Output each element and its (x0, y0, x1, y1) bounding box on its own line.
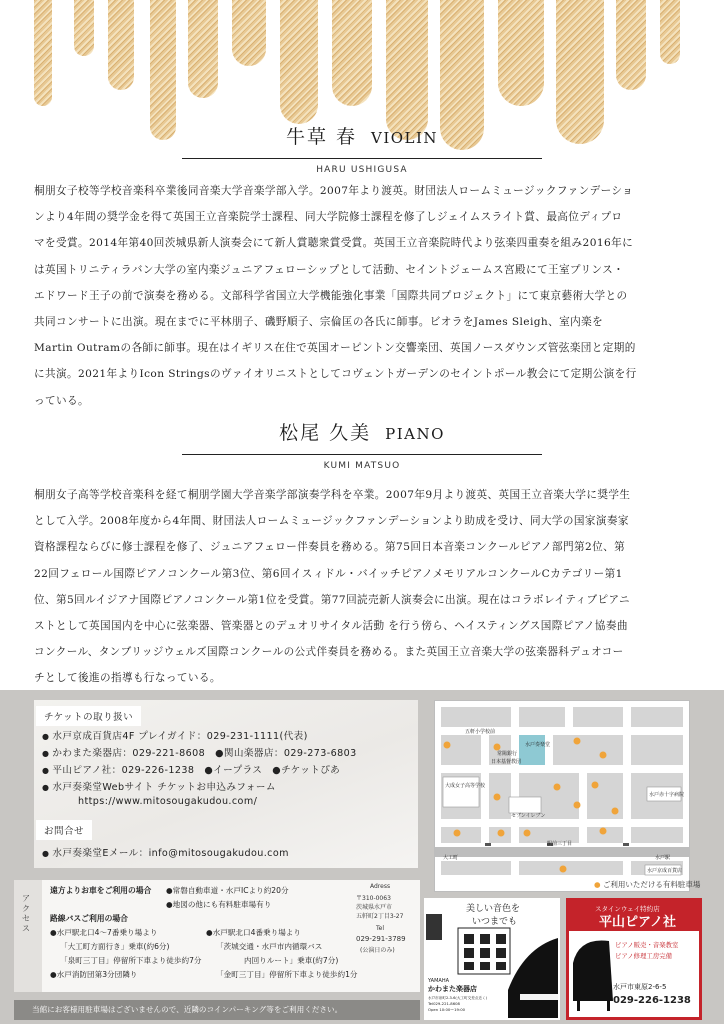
violinist-name: 牛草 春 VIOLIN (285, 126, 439, 148)
ad-kawamata (424, 898, 560, 1020)
pianist-name: 松尾 久美 PIANO (279, 422, 445, 444)
tel-label: Tel (376, 925, 385, 932)
map-label-keisei: 水戸京成百貨店 (647, 868, 683, 874)
ad-kawamata-slogan-1: 美しい音色を (466, 904, 521, 914)
bus-left-line-4: ●水戸消防団第3分団隣り (50, 970, 138, 979)
bus-right-line-4: 「金町三丁目」停留所下車より徒歩約1分 (216, 970, 358, 979)
map-label-mito-station: 水戸駅 (655, 855, 671, 861)
pianist-biography: 桐朋女子高等学校音楽科を経て桐朋学園大学音楽学部演奏学科を卒業。2007年9月より渡英、英国王立音楽大学に奨学生 として入学。2008年度から4年間、財団法人ロームミュージックファンデーションより助成を受け、同大学の国家演奏家 資格課程ならびに修士課程を修了、ジュニアフェロー伴奏員を務める。第75回日本音楽コンクールピアノ部門第2位、第 22回フェロール国際ピアノコンクール第3位、第6回イスィドル・バイッチピアノメモリアルコンクールCカテゴリー第1 位、第5回ルイジアナ国際ピアノコンクール第1位を受賞。第77回読売新人演奏会に出演。現在はコラボレイティブピアニ ストとして英国国内を中心に弦楽器、管楽器とのデュオリサイタル活動 を行う傍ら、ヘイスティングス国際ピアノ協奏曲 コンクール、タンブリッジウェルズ国際コンクールの公式伴奏員を務める。また英国王立音楽大学の弦楽器科デュオコー チとして後進の指導も行なっている。 (34, 489, 631, 685)
ad-hirayama-service-1: ピアノ販売・音楽教室 (615, 941, 679, 949)
ad-kawamata-info: 水戸市泉町2-3-6(大工町交差点近く) (428, 996, 487, 1000)
address-label: Adress (370, 883, 391, 890)
map-label-gokenshogakko: 五軒小学校前 (465, 729, 496, 735)
map-label-bank: 常陽銀行 (497, 751, 518, 757)
map-label-hospital: 水戸赤十字病院 (649, 792, 685, 798)
bus-right-line-1: ●水戸駅北口4番乗り場より (206, 928, 301, 937)
bus-left-line-3: 「泉町三丁目」停留所下車より徒歩約7分 (60, 956, 202, 965)
ad-kawamata-tel: Tel029-221-8608 (428, 1001, 460, 1006)
ad-hirayama-service-2: ピアノ修理工房完備 (615, 952, 673, 960)
ticket-line-keisei: ● 水戸京成百貨店4F プレイガイド：029-231-1111(代表) (42, 731, 308, 742)
ad-hirayama-piano (566, 898, 702, 1020)
map-label-ekimae: 駅前三丁目 (547, 841, 573, 847)
ticket-line-web: ● 水戸奏楽堂Webサイト チケットお申込みフォーム (42, 782, 276, 793)
violinist-heading (0, 122, 724, 175)
ticket-line-kawamata: ● かわまた楽器店：029-221-8608 ●関山楽器店：029-273-6803 (42, 748, 357, 759)
map-graphic (435, 701, 689, 891)
pianist-heading (0, 418, 724, 471)
map-label-school: 大成女子高等学校 (445, 783, 486, 789)
ad-kawamata-brand: YAMAHA (428, 978, 450, 984)
map-label-hall: 水戸奏楽堂 (525, 742, 551, 748)
map-label-eleven: セブンイレブン (511, 813, 546, 819)
tel-number: 029-291-3789 (356, 935, 406, 943)
bus-right-line-2: 「茨城交通・水戸市内循環バス (216, 942, 323, 951)
bus-access-heading: 路線バスご利用の場合 (50, 914, 128, 923)
ad-hirayama-tagline: スタインウェイ特約店 (595, 905, 660, 913)
ad-kawamata-name: かわまた楽器店 (428, 985, 477, 993)
contact-email: ● 水戸奏楽堂Eメール：info@mitosougakudou.com (42, 848, 289, 859)
map-parking-caption: ● ご利用いただける有料駐車場 (594, 880, 701, 889)
ad-hirayama-graphic (569, 901, 699, 1017)
map-label-daikumachi: 大工町 (443, 855, 459, 861)
ad-hirayama-tel: 029-226-1238 (613, 995, 691, 1006)
ticket-line-hirayama: ● 平山ピアノ社：029-226-1238 ●イープラス ●チケットぴあ (42, 765, 341, 776)
parking-notice: 当館にお客様用駐車場はございませんので、近隣のコインパーキング等をご利用ください。 (14, 1000, 420, 1020)
address-line-2: 茨城県水戸市 (356, 904, 393, 911)
ad-hirayama-address: 水戸市東原2-6-5 (613, 983, 667, 991)
address-line-3: 五軒町2丁目3-27 (356, 913, 404, 920)
tel-note: (公演日のみ) (360, 947, 395, 954)
map-label-church: 日本基督教団 (491, 759, 522, 765)
address-line-1: 〒310-0063 (356, 895, 391, 902)
violinist-biography: 桐朋女子校等学校音楽科卒業後同音楽大学音楽学部入学。2007年より渡英。財団法人ロームミュージックファンデーショ ンより4年間の奨学金を得て英国王立音楽院学士課程、同大学院修士課程を修了しジェイムスライト賞、最高位ディプロ マを受賞。2014年第40回茨城県新人演奏会にて新人賞聴衆賞受賞。英国王立音楽院時代より弦楽四重奏を組み2016年に は英国トリニティラバン大学の室内楽ジュニアフェローシップとして活動、セイントジェームス宮殿にて王室プリンス・ エドワード王子の前で演奏を務める。文部科学省国立大学機能強化事業「国際共同プロジェクト」にて東京藝術大学との 共同コンサートに出演。現在までに平林朋子、磯野順子、宗倫匡の各氏に師事。ビオラをJames Sleigh、室内楽を Martin Outramの各師に師事。現在はイギリス在住で英国オーピントン交響楽団、英国ノースダウンズ管弦楽団と定期的 に共演。2021年よりIcon Stringsのヴァイオリニストとしてコヴェントガーデンのセイントポール教会にて定期公演を行 っている。 (34, 185, 637, 407)
ad-kawamata-graphic (424, 898, 560, 1020)
ticket-url-link[interactable]: https://www.mitosougakudou.com/ (78, 796, 258, 807)
bus-left-line-2: 「大工町方面行き」乗車(約6分) (60, 942, 170, 951)
ticket-heading: チケットの取り扱い (36, 706, 141, 726)
pianist-name-roman: KUMI MATSUO (323, 461, 401, 471)
ad-kawamata-hours: Open 10:00〜19:00 (428, 1007, 466, 1012)
violinist-name-roman: HARU USHIGUSA (316, 165, 408, 175)
contact-heading: お問合せ (36, 820, 92, 840)
car-access-heading: 遠方よりお車をご利用の場合 (50, 886, 152, 895)
ad-hirayama-name: 平山ピアノ社 (599, 915, 676, 930)
access-side-label: アクセス (14, 880, 42, 992)
name-divider (182, 454, 542, 455)
car-access-line-1: ●常磐自動車道・水戸ICより約20分 (166, 886, 289, 895)
car-access-line-2: ●地図の他にも有料駐車場有り (166, 900, 272, 909)
bus-left-line-1: ●水戸駅北口4〜7番乗り場より (50, 928, 158, 937)
access-map (434, 700, 690, 892)
bus-right-line-3: 内回りルート」乗車(約7分) (244, 956, 339, 965)
ad-kawamata-slogan-2: いつまでも (472, 917, 518, 927)
name-divider (182, 158, 542, 159)
